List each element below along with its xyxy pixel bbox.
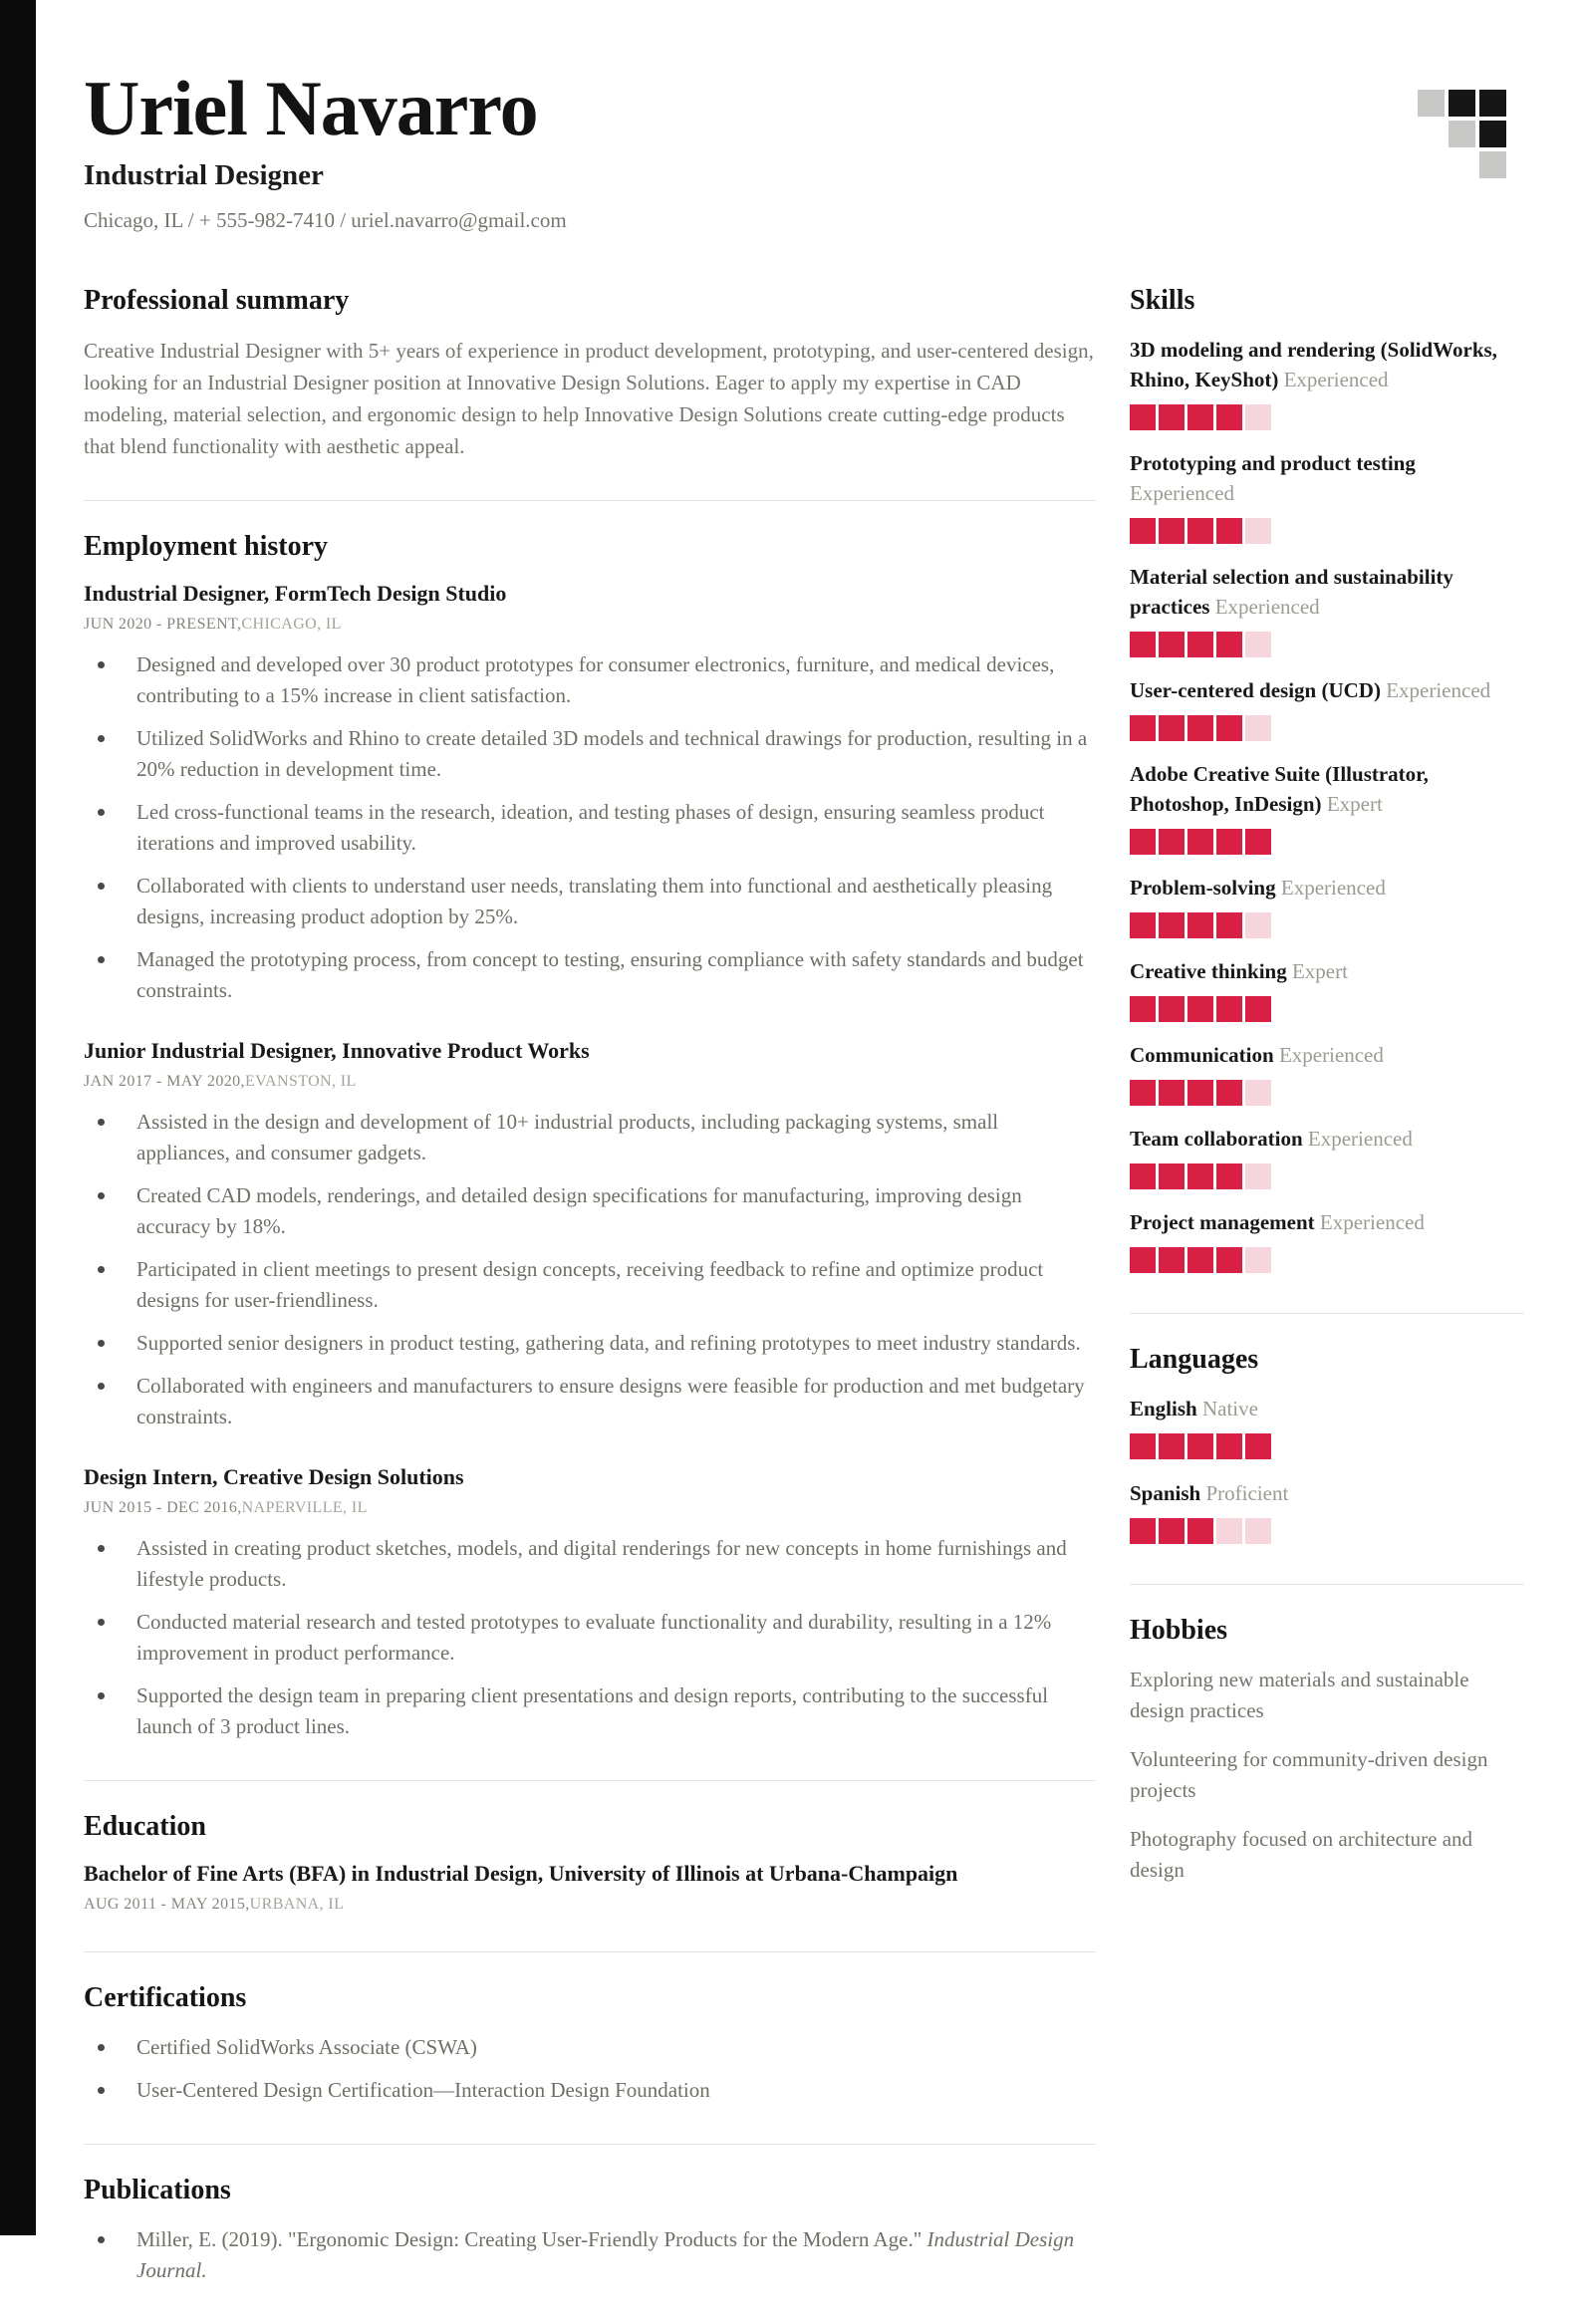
rating-square: [1187, 518, 1213, 544]
job-meta: [84, 1499, 1096, 1517]
skill-level: Experienced: [1307, 1127, 1413, 1151]
rating-square: [1187, 829, 1213, 855]
section-title: Hobbies: [1130, 1615, 1228, 1646]
job-meta: [84, 616, 1096, 634]
skill-label: Adobe Creative Suite (Illustrator, Photoshop, InDesign): [1130, 762, 1429, 816]
rating-square: [1187, 1163, 1213, 1189]
skill-name: [1130, 1040, 1524, 1070]
language-level: Proficient: [1205, 1481, 1289, 1505]
rating-square: [1159, 404, 1185, 430]
publication-item: [84, 2224, 1096, 2286]
section-title: Skills: [1130, 285, 1195, 316]
skill-rating: [1130, 1247, 1524, 1273]
skill-name: [1130, 1124, 1524, 1154]
skill-label: Project management: [1130, 1210, 1315, 1234]
rating-square: [1216, 1247, 1242, 1273]
skill-entry: [1130, 873, 1524, 938]
job-location: EVANSTON, IL: [244, 1073, 357, 1090]
rating-square: [1130, 1163, 1156, 1189]
skill-rating: [1130, 1163, 1524, 1189]
bullet-item: Utilized SolidWorks and Rhino to create detailed 3D models and technical drawings for production, resulting in a 20% reduction in development time.: [84, 723, 1096, 785]
skill-rating: [1130, 715, 1524, 741]
skill-label: Prototyping and product testing: [1130, 451, 1416, 475]
rating-square: [1216, 518, 1242, 544]
section-title: Education: [84, 1811, 206, 1842]
rating-square: [1245, 632, 1271, 657]
section-employment-history: [84, 500, 1096, 1742]
bullet-item: Collaborated with engineers and manufacturers to ensure designs were feasible for production and met budgetary constraints.: [84, 1371, 1096, 1432]
skill-rating: [1130, 518, 1524, 544]
skill-rating: [1130, 1080, 1524, 1106]
skill-name: [1130, 448, 1524, 508]
rating-square: [1159, 715, 1185, 741]
certification-item: Certified SolidWorks Associate (CSWA): [84, 2032, 1096, 2063]
job-date: JAN 2017 - MAY 2020,: [84, 1073, 245, 1090]
skill-label: Communication: [1130, 1043, 1274, 1067]
education-location: URBANA, IL: [249, 1896, 345, 1913]
skill-name: [1130, 873, 1524, 903]
rating-square: [1130, 404, 1156, 430]
rating-square: [1245, 912, 1271, 938]
section-title: Publications: [84, 2175, 231, 2205]
job-meta: [84, 1073, 1096, 1091]
degree-title: Bachelor of Fine Arts (BFA) in Industrial Design, University of Illinois at Urbana-Champaign: [84, 1861, 958, 1886]
contact-line: Chicago, IL / + 555-982-7410 / uriel.navarro@gmail.com: [84, 208, 567, 232]
hobby-item: Photography focused on architecture and design: [1130, 1827, 1473, 1882]
rating-square: [1159, 1518, 1185, 1544]
rating-square: [1216, 1080, 1242, 1106]
rating-square: [1216, 1163, 1242, 1189]
job-bullet-list: [84, 649, 1096, 1006]
job-date: JUN 2020 - PRESENT,: [84, 616, 242, 633]
candidate-name: Uriel Navarro: [84, 65, 538, 151]
skill-label: Material selection and sustainability practices: [1130, 565, 1453, 619]
rating-square: [1159, 1163, 1185, 1189]
section-certifications: [84, 1951, 1096, 2106]
skill-entry: [1130, 1124, 1524, 1189]
main-column: [84, 285, 1096, 2324]
bullet-item: Supported the design team in preparing client presentations and design reports, contributing to the successful launch of 3 product lines.: [84, 1680, 1096, 1742]
rating-square: [1187, 632, 1213, 657]
skill-label: Team collaboration: [1130, 1127, 1303, 1151]
rating-square: [1159, 518, 1185, 544]
language-entry: [1130, 1478, 1524, 1544]
education-date: AUG 2011 - MAY 2015,: [84, 1896, 250, 1913]
section-title: Professional summary: [84, 285, 350, 316]
rating-square: [1245, 404, 1271, 430]
logo-cell: [1449, 121, 1475, 147]
rating-square: [1216, 829, 1242, 855]
logo-cell: [1479, 90, 1506, 117]
job-bullet-list: [84, 1107, 1096, 1432]
bullet-item: Created CAD models, renderings, and detailed design specifications for manufacturing, improving design accuracy by 18%.: [84, 1180, 1096, 1242]
left-accent-bar: [0, 0, 36, 2235]
publications-list: [84, 2224, 1096, 2286]
section-skills: [1130, 285, 1524, 1273]
job-entry: [84, 1038, 1096, 1432]
rating-square: [1130, 1247, 1156, 1273]
rating-square: [1159, 912, 1185, 938]
sidebar-column: [1130, 285, 1524, 2324]
rating-square: [1245, 1518, 1271, 1544]
certification-item: User-Centered Design Certification—Interaction Design Foundation: [84, 2075, 1096, 2106]
job-location: CHICAGO, IL: [241, 616, 342, 633]
section-title: Languages: [1130, 1344, 1259, 1375]
language-level: Native: [1201, 1397, 1258, 1420]
logo-cell: [1449, 90, 1475, 117]
publication-source: Industrial Design Journal.: [136, 2227, 1075, 2282]
skill-rating: [1130, 829, 1524, 855]
skill-entry: [1130, 675, 1524, 741]
language-label: English: [1130, 1397, 1197, 1420]
section-publications: [84, 2144, 1096, 2286]
rating-square: [1130, 996, 1156, 1022]
rating-square: [1245, 518, 1271, 544]
logo-cell: [1418, 121, 1445, 147]
logo-cell: [1418, 151, 1445, 178]
rating-square: [1216, 715, 1242, 741]
skill-name: [1130, 562, 1524, 622]
publication-citation: Miller, E. (2019). "Ergonomic Design: Creating User-Friendly Products for the Modern Age.": [136, 2227, 927, 2251]
bullet-item: Conducted material research and tested prototypes to evaluate functionality and durability, resulting in a 12% improvement in product performance.: [84, 1607, 1096, 1669]
rating-square: [1245, 1433, 1271, 1459]
job-location: NAPERVILLE, IL: [241, 1499, 368, 1516]
job-bullet-list: [84, 1533, 1096, 1742]
rating-square: [1216, 632, 1242, 657]
skill-level: Experienced: [1283, 368, 1389, 391]
section-languages: [1130, 1313, 1524, 1544]
language-label: Spanish: [1130, 1481, 1201, 1505]
section-title: Employment history: [84, 531, 328, 562]
skill-label: Creative thinking: [1130, 959, 1287, 983]
section-title: Certifications: [84, 1982, 247, 2013]
rating-square: [1130, 518, 1156, 544]
skill-level: Experienced: [1278, 1043, 1384, 1067]
logo-cell: [1418, 90, 1445, 117]
bullet-item: Collaborated with clients to understand user needs, translating them into functional and aesthetically pleasing designs, increasing product adoption by 25%.: [84, 871, 1096, 932]
certifications-list: [84, 2032, 1096, 2106]
skill-level: Expert: [1291, 959, 1348, 983]
rating-square: [1159, 996, 1185, 1022]
skill-entry: [1130, 562, 1524, 657]
skill-level: Experienced: [1130, 481, 1234, 505]
skill-level: Experienced: [1214, 595, 1320, 619]
bullet-item: Managed the prototyping process, from concept to testing, ensuring compliance with safety standards and budget constraints.: [84, 944, 1096, 1006]
skill-name: [1130, 1207, 1524, 1237]
skill-entry: [1130, 1207, 1524, 1273]
rating-square: [1187, 715, 1213, 741]
rating-square: [1187, 1247, 1213, 1273]
bullet-item: Supported senior designers in product testing, gathering data, and refining prototypes to meet industry standards.: [84, 1328, 1096, 1359]
rating-square: [1245, 715, 1271, 741]
bullet-item: Assisted in creating product sketches, models, and digital renderings for new concepts in home furnishings and lifestyle products.: [84, 1533, 1096, 1595]
rating-square: [1187, 996, 1213, 1022]
skill-label: 3D modeling and rendering (SolidWorks, Rhino, KeyShot): [1130, 338, 1497, 391]
rating-square: [1130, 1518, 1156, 1544]
rating-square: [1216, 996, 1242, 1022]
skill-entry: [1130, 448, 1524, 544]
language-entry: [1130, 1394, 1524, 1459]
job-title: Design Intern, Creative Design Solutions: [84, 1464, 464, 1489]
rating-square: [1187, 404, 1213, 430]
skill-level: Experienced: [1386, 678, 1491, 702]
rating-square: [1130, 829, 1156, 855]
logo-cell: [1449, 151, 1475, 178]
rating-square: [1245, 1163, 1271, 1189]
skill-level: Experienced: [1280, 876, 1386, 900]
job-entry: [84, 1464, 1096, 1742]
rating-square: [1130, 912, 1156, 938]
language-name: [1130, 1478, 1524, 1508]
rating-square: [1159, 1247, 1185, 1273]
squares-logo-icon: [1418, 90, 1506, 178]
skill-entry: [1130, 335, 1524, 430]
language-rating: [1130, 1518, 1524, 1544]
resume-header: [84, 65, 1524, 233]
skill-rating: [1130, 632, 1524, 657]
job-title: Junior Industrial Designer, Innovative Product Works: [84, 1038, 590, 1063]
rating-square: [1216, 1518, 1242, 1544]
rating-square: [1187, 912, 1213, 938]
rating-square: [1130, 632, 1156, 657]
section-professional-summary: [84, 285, 1096, 462]
logo-cell: [1479, 151, 1506, 178]
rating-square: [1159, 829, 1185, 855]
language-rating: [1130, 1433, 1524, 1459]
rating-square: [1245, 829, 1271, 855]
bullet-item: Led cross-functional teams in the research, ideation, and testing phases of design, ensuring seamless product iterations and improved usability.: [84, 797, 1096, 859]
education-meta: [84, 1896, 1096, 1914]
skill-entry: [1130, 1040, 1524, 1106]
rating-square: [1245, 996, 1271, 1022]
skill-entry: [1130, 759, 1524, 855]
rating-square: [1245, 1080, 1271, 1106]
bullet-item: Assisted in the design and development of 10+ industrial products, including packaging systems, small appliances, and consumer gadgets.: [84, 1107, 1096, 1168]
candidate-job-title: Industrial Designer: [84, 159, 324, 191]
skill-name: [1130, 759, 1524, 819]
rating-square: [1159, 1080, 1185, 1106]
rating-square: [1187, 1433, 1213, 1459]
job-date: JUN 2015 - DEC 2016,: [84, 1499, 242, 1516]
skill-name: [1130, 956, 1524, 986]
rating-square: [1187, 1080, 1213, 1106]
summary-text: Creative Industrial Designer with 5+ years of experience in product development, prototyping, and user-centered design, looking for an Industrial Designer position at Innovative Design Solutions. Eager to apply my expertise in CAD modeling, material selection, and ergonomic design to help Innovative Design Solutions create cutting-edge products that blend functionality with aesthetic appeal.: [84, 339, 1094, 458]
skill-level: Experienced: [1319, 1210, 1425, 1234]
job-entry: [84, 581, 1096, 1006]
rating-square: [1130, 1080, 1156, 1106]
job-title: Industrial Designer, FormTech Design Studio: [84, 581, 507, 606]
rating-square: [1216, 404, 1242, 430]
skill-level: Expert: [1326, 792, 1383, 816]
skill-name: [1130, 675, 1524, 705]
skill-rating: [1130, 404, 1524, 430]
education-entry: [84, 1861, 1096, 1914]
skill-entry: [1130, 956, 1524, 1022]
rating-square: [1159, 1433, 1185, 1459]
rating-square: [1216, 912, 1242, 938]
skill-name: [1130, 335, 1524, 394]
skill-rating: [1130, 996, 1524, 1022]
skill-label: Problem-solving: [1130, 876, 1276, 900]
logo-cell: [1479, 121, 1506, 147]
section-education: [84, 1780, 1096, 1914]
section-hobbies: [1130, 1584, 1524, 1886]
bullet-item: Designed and developed over 30 product prototypes for consumer electronics, furniture, and medical devices, contributing to a 15% increase in client satisfaction.: [84, 649, 1096, 711]
hobby-item: Volunteering for community-driven design projects: [1130, 1747, 1488, 1802]
skill-rating: [1130, 912, 1524, 938]
bullet-item: Participated in client meetings to present design concepts, receiving feedback to refine and optimize product designs for user-friendliness.: [84, 1254, 1096, 1316]
language-name: [1130, 1394, 1524, 1423]
two-column-layout: [84, 285, 1524, 2324]
rating-square: [1216, 1433, 1242, 1459]
rating-square: [1187, 1518, 1213, 1544]
rating-square: [1159, 632, 1185, 657]
rating-square: [1130, 1433, 1156, 1459]
hobby-item: Exploring new materials and sustainable design practices: [1130, 1668, 1469, 1722]
rating-square: [1130, 715, 1156, 741]
skill-label: User-centered design (UCD): [1130, 678, 1381, 702]
rating-square: [1245, 1247, 1271, 1273]
